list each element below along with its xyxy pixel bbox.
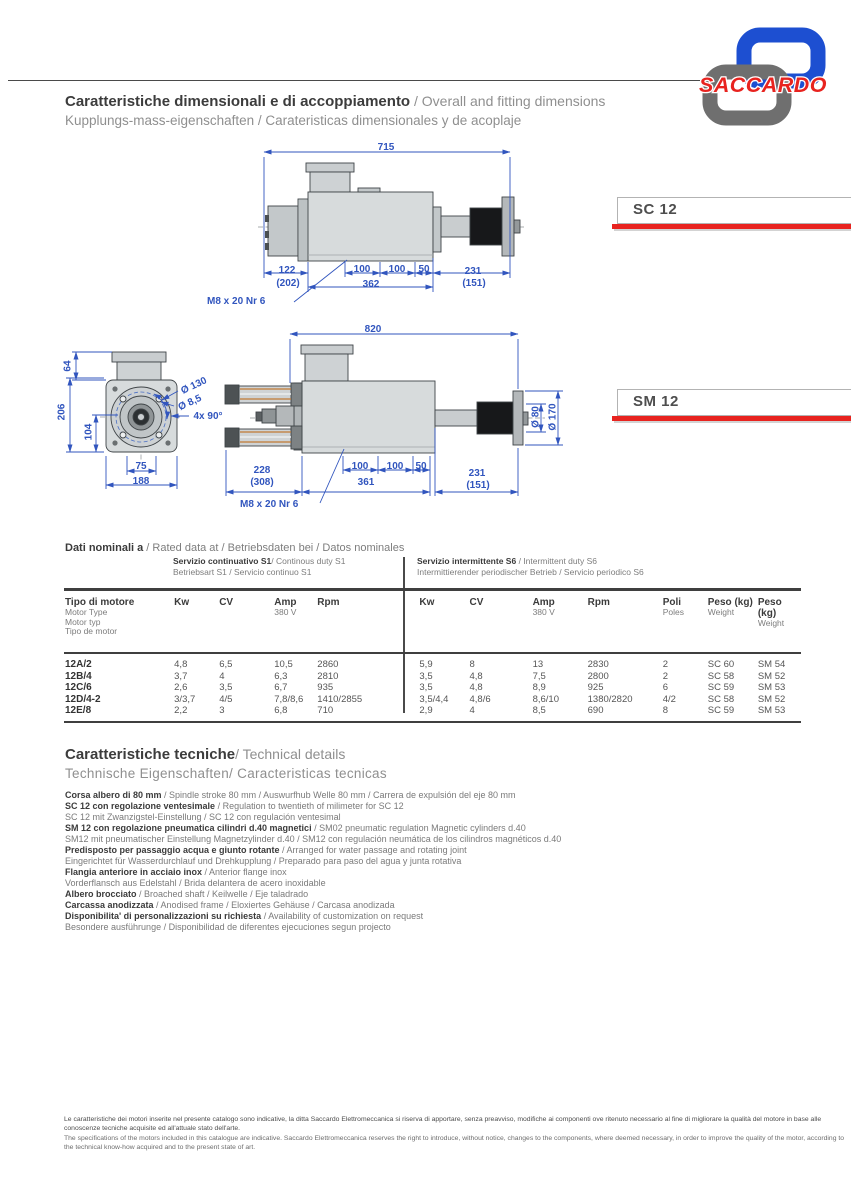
footer-disclaimer: [64, 1116, 848, 1154]
tech-line: SM12 mit pneumatischer Einstellung Magnetzylinder d.40 / SM12 con regulación neumática de los cilindros magnéticos d.40: [65, 834, 562, 844]
table-cell: 8: [662, 705, 669, 717]
table-row: [64, 682, 801, 694]
table-cell: 2810: [317, 670, 339, 682]
tech-heading-bold: Caratteristiche tecniche: [65, 746, 236, 763]
disclaimer-italian: Le caratteristiche dei motori inserite nel presente catalogo sono indicative, la ditta Saccardo Elettromeccanica si riserva di apportare, senza preavviso, modifiche ai componenti ove ritenuto necessario al fine di migliorare la qualità del motore in base alle conoscenze tecniche acquisite ed all'attuale stato dell'arte.: [64, 1116, 822, 1132]
dim-label: Ø 170: [547, 403, 559, 431]
table-cell: SC 60: [707, 659, 735, 670]
disclaimer-english: The specifications of the motors included in this catalogue are indicative. Saccardo Elettromeccanica reserves the right to introduce, without notice, changes to the components, where deemed necessary, in order to improve the quality of the motor, according to the technical know-how acquired and to the present state of art.: [64, 1135, 845, 1151]
saccardo-logo: [697, 26, 829, 126]
table-row: [64, 694, 801, 706]
table-cell: 2,2: [174, 705, 188, 717]
header-rule: [8, 80, 700, 81]
table-cell: SM 54: [757, 659, 786, 670]
title-english: / Overall and fitting dimensions: [410, 93, 606, 109]
table-cell: 1410/2855: [317, 693, 363, 705]
duty-s1-bold: Servizio continuativo S1: [173, 556, 272, 566]
table-cell: 6: [662, 682, 669, 694]
model-label-sc12: [617, 197, 851, 224]
table-cell: SC 58: [707, 670, 735, 682]
tech-line: SC 12 con regolazione ventesimale / Regulation to twentieth of milimeter for SC 12: [65, 801, 404, 811]
model-sc12-text: SC 12: [633, 201, 678, 218]
dim-label: 100: [388, 264, 406, 275]
table-cell: 4,8: [174, 659, 188, 670]
tech-line: Predisposto per passaggio acqua e giunto rotante / Arranged for water passage and rotating joint: [65, 845, 467, 855]
rated-heading-bold: Dati nominali a: [65, 542, 144, 554]
model-label-sm12: [617, 389, 851, 416]
col-header-motor-type: Tipo di motore Motor Type Motor typ Tipo de motor: [65, 597, 135, 636]
page-title: [65, 93, 605, 128]
table-cell: 10,5: [274, 659, 293, 670]
table-cell: 3,5: [419, 670, 433, 682]
duty-s6-sub: Intermittierender periodischer Betrieb / Servicio periodico S6: [417, 567, 644, 577]
dim-label: 228: [253, 465, 271, 476]
col-header-amp-s6: Amp 380 V: [532, 597, 555, 617]
table-cell: SM 52: [757, 670, 786, 682]
table-header-row: [64, 590, 801, 654]
table-cell: 6,3: [274, 670, 288, 682]
dim-label: 362: [362, 279, 380, 290]
table-cell: 3: [219, 705, 225, 717]
dim-label: Ø 80: [530, 406, 542, 428]
table-cell: 690: [587, 705, 604, 717]
dim-label: 820: [364, 324, 382, 335]
table-cell: 5,9: [419, 659, 433, 670]
table-cell: 3,5: [219, 682, 233, 694]
dim-label: Ø 8,5: [176, 392, 204, 414]
duty-s6-block: [417, 556, 644, 578]
dim-label: (151): [466, 480, 490, 491]
duty-s1-sub: Betriebsart S1 / Servicio continuo S1: [173, 567, 312, 577]
table-body: [64, 653, 801, 722]
col-header-weight-sc: Peso (kg) Weight: [707, 597, 753, 617]
table-cell: 4,8: [469, 682, 483, 694]
dim-label: 75: [135, 461, 147, 472]
table-cell: 4/2: [662, 693, 676, 705]
sm12-front-view: [66, 352, 189, 489]
table-cell: 12B/4: [65, 670, 92, 682]
table-cell: 13: [532, 659, 544, 670]
model-bar-sc12: [612, 224, 851, 229]
table-cell: 7,5: [532, 670, 546, 682]
table-row: [64, 671, 801, 683]
tech-heading-rest: / Technical details: [235, 746, 346, 762]
tech-line: SC 12 mit Zwanzigstel-Einstellung / SC 12 con regulación ventesimal: [65, 812, 341, 822]
col-header-kw-s1: Kw: [174, 597, 190, 608]
dim-label: 231: [464, 266, 482, 277]
dim-label: 122: [278, 265, 296, 276]
tech-line: Corsa albero di 80 mm / Spindle stroke 80 mm / Auswurfhub Welle 80 mm / Carrera de expulsión del eje 80 mm: [65, 790, 516, 800]
duty-s1-rest: / Continous duty S1: [271, 556, 346, 566]
table-cell: 8,6/10: [532, 693, 559, 705]
rated-table-wrap: [64, 588, 801, 723]
dim-label: 361: [357, 477, 375, 488]
table-row: [64, 705, 801, 722]
table-cell: SM 52: [757, 693, 786, 705]
table-cell: SM 53: [757, 682, 786, 694]
table-cell: 6,8: [274, 705, 288, 717]
table-row: [64, 653, 801, 671]
table-cell: 2860: [317, 659, 339, 670]
col-header-rpm-s1: Rpm: [317, 597, 340, 608]
dim-label: 4x 90°: [193, 411, 223, 422]
tech-line: Disponibilita' di personalizzazioni su richiesta / Availability of customization on request: [65, 911, 424, 921]
table-cell: 4/5: [219, 693, 233, 705]
duty-s1-block: [173, 556, 345, 578]
col-header-rpm-s6: Rpm: [587, 597, 610, 608]
tech-details-heading: [65, 746, 387, 781]
dim-label: M8 x 20 Nr 6: [240, 499, 299, 510]
model-sm12-text: SM 12: [633, 393, 679, 410]
tech-line: Besondere ausführunge / Disponibilidad de diferentes ejecuciones segun projecto: [65, 922, 391, 932]
col-header-amp-s1: Amp 380 V: [274, 597, 297, 617]
table-cell: 4,8: [469, 670, 483, 682]
dim-label: 104: [83, 423, 95, 441]
duty-s6-rest: / Intermittent duty S6: [516, 556, 597, 566]
dim-label: 50: [415, 461, 427, 472]
table-cell: 3,5/4,4: [419, 693, 449, 705]
table-cell: 935: [317, 682, 334, 694]
col-header-cv-s1: CV: [219, 597, 234, 608]
tech-line: Vorderflansch aus Edelstahl / Brida delantera de acero inoxidable: [65, 878, 326, 888]
table-cell: 710: [317, 705, 334, 717]
table-cell: 8,5: [532, 705, 546, 717]
table-cell: 2: [662, 670, 669, 682]
table-cell: 4: [219, 670, 225, 682]
dim-label: 100: [386, 461, 404, 472]
dim-label: 231: [468, 468, 486, 479]
table-cell: 925: [587, 682, 604, 694]
dim-label: M8 x 20 Nr 6: [207, 296, 266, 307]
table-cell: SC 59: [707, 682, 735, 694]
table-cell: 4,8/6: [469, 693, 491, 705]
duty-s6-bold: Servizio intermittente S6: [417, 556, 517, 566]
rated-data-heading: [65, 538, 404, 556]
col-header-kw-s6: Kw: [419, 597, 435, 608]
table-cell: SM 53: [757, 705, 786, 717]
dim-label: Ø 130: [179, 375, 209, 397]
tech-line: Carcassa anodizzata / Anodised frame / Eloxiertes Gehäuse / Carcasa anodizada: [65, 900, 395, 910]
dim-label: 100: [351, 461, 369, 472]
col-header-cv-s6: CV: [469, 597, 484, 608]
col-header-poles: Poli Poles: [662, 597, 684, 617]
table-cell: 8,9: [532, 682, 546, 694]
rated-heading-rest: / Rated data at / Betriebsdaten bei / Datos nominales: [143, 542, 405, 554]
tech-lines: [65, 790, 805, 933]
table-cell: 4: [469, 705, 475, 717]
table-cell: 3,7: [174, 670, 188, 682]
dim-label: 64: [62, 360, 74, 372]
logo-wordmark: SACCARDO: [699, 74, 827, 97]
dim-label: 188: [132, 476, 150, 487]
table-cell: 2,6: [174, 682, 188, 694]
model-bar-sm12: [612, 416, 851, 421]
table-cell: 2: [662, 659, 669, 670]
dim-label: 206: [56, 403, 68, 421]
table-cell: 3,5: [419, 682, 433, 694]
dim-label: (202): [276, 278, 300, 289]
dim-label: (308): [250, 477, 274, 488]
table-cell: SC 59: [707, 705, 735, 717]
table-cell: 6,5: [219, 659, 233, 670]
table-cell: 7,8/8,6: [274, 693, 304, 705]
tech-line: SM 12 con regolazione pneumatica cilindri d.40 magnetici / SM02 pneumatic regulation Magnetic cylinders d.40: [65, 823, 526, 833]
table-cell: 12E/8: [65, 705, 92, 717]
table-cell: SC 58: [707, 693, 735, 705]
table-cell: 2830: [587, 659, 609, 670]
dim-label: 715: [377, 142, 395, 153]
sm12-side-view: [225, 334, 563, 503]
table-cell: 2,9: [419, 705, 433, 717]
table-cell: 8: [469, 659, 475, 670]
tech-heading-sub: Technische Eigenschaften/ Caracteristicas tecnicas: [65, 766, 387, 781]
title-italian: Caratteristiche dimensionali e di accoppiamento: [65, 93, 411, 110]
col-header-weight-sm: Peso (kg) Weight: [757, 597, 785, 628]
table-cell: 2800: [587, 670, 609, 682]
dim-label: 50: [418, 264, 430, 275]
tech-line: Albero brocciato / Broached shaft / Keilwelle / Eje taladrado: [65, 889, 309, 899]
dim-label: (151): [462, 278, 486, 289]
table-cell: 3/3,7: [174, 693, 196, 705]
title-line2: Kupplungs-mass-eigenschaften / Carateristicas dimensionales y de acoplaje: [65, 113, 522, 128]
tech-line: Flangia anteriore in acciaio inox / Anterior flange inox: [65, 867, 287, 877]
table-cell: 12D/4-2: [65, 693, 101, 705]
dim-label: 100: [353, 264, 371, 275]
saccardo-logo-mark: [697, 26, 829, 126]
title-line1: [65, 93, 605, 111]
table-cell: 6,7: [274, 682, 288, 694]
table-cell: 12C/6: [65, 682, 92, 694]
tech-line: Eingerichtet für Wasserdurchlauf und Drehkupplung / Preparado para paso del agua y junta rotativa: [65, 856, 462, 866]
table-cell: 1380/2820: [587, 693, 633, 705]
rated-data-table: [64, 588, 801, 723]
table-cell: 12A/2: [65, 659, 92, 670]
